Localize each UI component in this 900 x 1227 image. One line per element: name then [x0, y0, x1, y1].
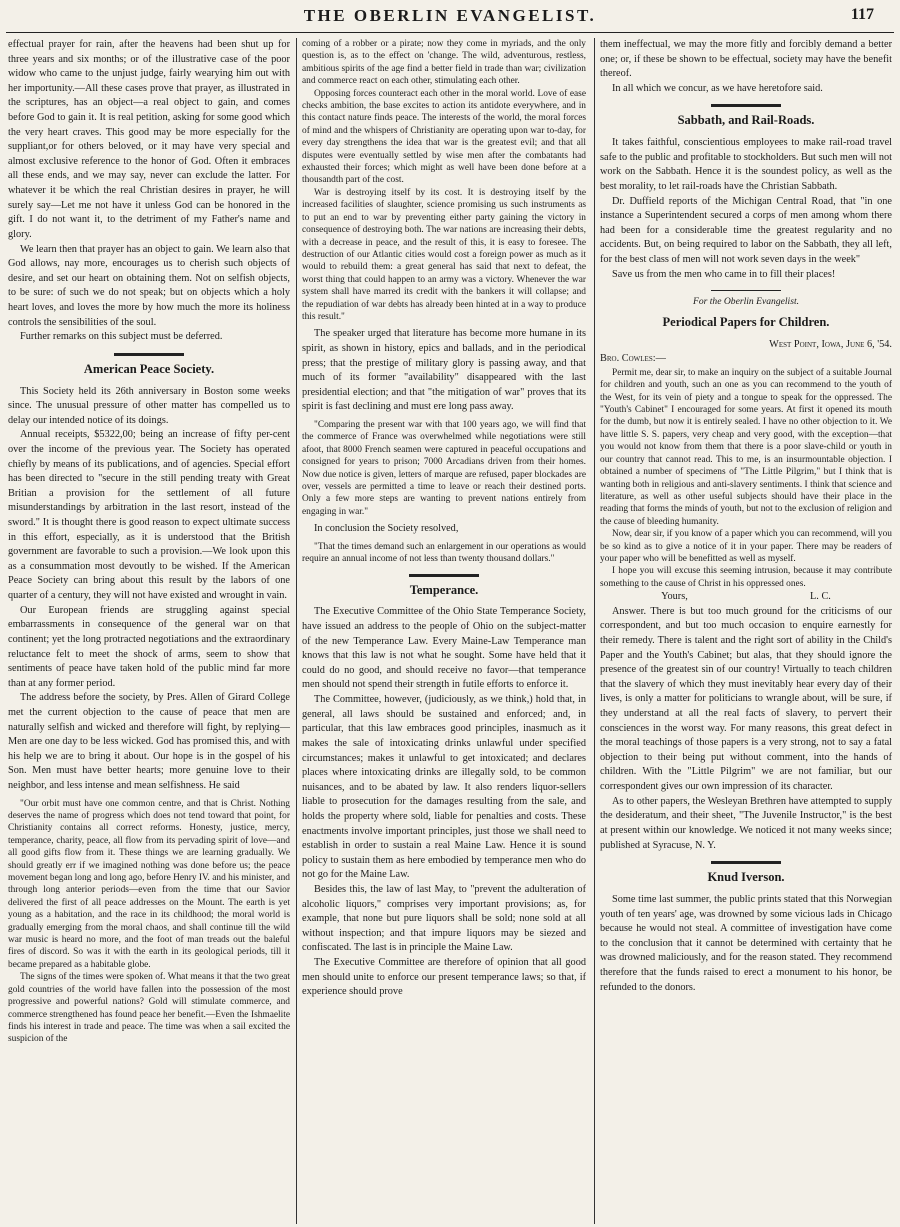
column-2: [302, 38, 586, 1224]
paragraph: effectual prayer for rain, after the heavens had been shut up for three years and six months; or of the illustrative case of the poor widow who came to the unjust judge, fairly wearying him out with her importunity.—All these cases prove that prayer, as illustrated in the scriptures, has an object—a real object to gain, and comes before God to gain it. It is real petition, asking for some good which the very heart craves. This good may be more especially for the suppliant,or for others beloved, or it may have very special and almost exclusive reference to the honor of God. Often it embraces all these ends, and we may say, never can exclude the latter. For whatever it be which the real Christian desires in prayer, he will surely say—Let me not have it unless God can be honored in the gift. I do not want it, to the detriment of my Father's name and glory.: [8, 39, 290, 240]
letter-salutation: Bro. Cowles:—: [600, 353, 666, 365]
paragraph: In conclusion the Society resolved,: [314, 523, 459, 535]
letter-source: For the Oberlin Evangelist.: [692, 296, 800, 308]
paragraph: The Executive Committee of the Ohio State Temperance Society, have issued an address to the people of Ohio on the subject-matter of the new Temperance Law. Every Maine-Law Temperance man knows that this law is not what he sought. Some have held that it could do no good, and should receive no favor—that temperance men should not spend their strength in futile efforts to enforce it.: [302, 606, 586, 691]
letter-paragraph: Permit me, dear sir, to make an inquiry on the subject of a suitable Journal for children and youth, such an one as you can recommend to the youth of the West, for its vein of piety and a tongue to speak for the oppressed. The "Youth's Cabinet" I encouraged for some years. At first it opened its mouth for the dumb, but now it is entirely sealed. I have no other objection to it. We have little S. S. papers, very cheap and very good, with the exception—that you would not know from them that there is a poor slave-child or youth in our country that cannot read. This to me, is an insurmountable objection. I obtained a number of specimens of "The Little Pilgrim," but I think that is wanting both in religious and anti-slavery sentiments. I think that science and literature, as well as other useful subjects should have their place in the reading that forms the minds of youth, but not to the exclusion of religion and the cause of bleeding humanity.: [600, 367, 892, 527]
column-3: [600, 38, 892, 1224]
letter-signature: [600, 590, 892, 605]
letter-paragraph: Now, dear sir, if you know of a paper which you can recommend, will you be so kind as to give a notice of it in your paper. There may be readers of your paper who will be benefitted as well as myself.: [600, 529, 892, 564]
paragraph: them ineffectual, we may the more fitly and forcibly demand a better one; or, if these be shown to be effectual, society may have the benefit thereof.: [600, 39, 892, 80]
section-rule: [409, 574, 479, 577]
paragraph: Besides this, the law of last May, to "prevent the adulteration of alcoholic liquors," comprises very important provisions; as, for example, that none but pure liquors shall be sold; none sold at all without inspection; and that impure liquors may be siezed and confiscated. The last is in principle the Maine Law.: [302, 884, 586, 954]
heading-american-peace-society: American Peace Society.: [83, 361, 215, 376]
paragraph: The Committee, however, (judiciously, as we think,) hold that, in general, all laws should be sustained and enforced; and, in particular, that this law embraces good principles, inasmuch as it makes the sale of intoxicating drinks unlawful under specified circumstances; makes it unlawful to get intoxicated; and declares places where intoxicating drinks are illegally sold, to be common nuisances, and to be abated by law. It also renders liquor-sellers liable to prosecution for the damages resulting from the sale, and holds the property where sold, liable for penalties and costs. These enactments involve important principles, just those we shall need to establish in order to sustain a real Maine Law. Hence it is sound policy to sustain them as here embodied by temperance men who do not go for the Maine Law.: [302, 694, 586, 881]
paragraph: It takes faithful, conscientious employees to make rail-road travel safe to the public and profitable to stockholders. But such men will not work on the Sabbath. Hence it is the soundest policy, as well as the best morality, to let rail-roads have the Christian Sabbath.: [600, 137, 892, 193]
letter-sign-initials: L. C.: [810, 591, 831, 603]
quoted-paragraph: coming of a robber or a pirate; now they come in myriads, and the only question is, as to the effect on 'change. The wild, adventurous, restless, ambitious spirits of the age find a better field in trade than war; civilization and commerce react on each other, stimulating each other.: [302, 39, 586, 87]
quoted-paragraph: War is destroying itself by its cost. It is destroying itself by the increased facilities of slaughter, science promising us such instruments as to put an end to war by preventing either party gaining the victory in consequence of destroying both. The war nations are increasing their debts, with a decrease in peace, and the result of this, it is easy to foresee. The destruction of our Atlantic cities would cost a foreign power as much as it would to rebuild them: a great general has said that next to defeat, the worst thing that could happen to an army was a victory. Whenever the war system shall have marred its credit with the bankers it will collapse; and the repudiation of war debts has already been hinted at in a way to produce this result.": [302, 187, 586, 322]
paragraph: This Society held its 26th anniversary in Boston some weeks since. The unusual pressure of other matter has compelled us to delay our intended notice of its doings.: [8, 385, 290, 426]
paragraph: Dr. Duffield reports of the Michigan Central Road, that "in one instance a Superintendent secured a corps of men among whom there had been for a considerable time the greatest regularity and no accidents. But, on being required to labor on the Sabbath, they all left, for the best class of men will not work seven days in the week": [600, 195, 892, 266]
column-1: [8, 38, 290, 1224]
letter-sign-yours: Yours,: [661, 591, 688, 603]
answer-paragraph: Answer. There is but too much ground for the criticisms of our correspondent, and but too much occasion to enquire earnestly for their remedy. There is talent and the right sort of ability in the Child's Paper and the Youth's Cabinet; but alas, that they should ignore the presence of the greatest sin of our country! Virtually to teach children that the slavery of which they must inevitably hear every day of their lives, is only a matter for politicians to wrangle about, will be sure, if they understand at all the real facts of slavery, to pervert their consciences in the worst way. For many reasons, this great defect in the moral teachings of those papers is a very strong, not to say a fatal objection to their being put without comment, into the hands of children. With the "Little Pilgrim" we are not familiar, but our correspondent gives our own impression of its character.: [600, 605, 892, 793]
heading-sabbath-rail-roads: Sabbath, and Rail-Roads.: [677, 113, 815, 128]
paragraph: The speaker urged that literature has become more humane in its spirit, as shown in history, epics and ballads, and in the periodical press; that the prestige of military glory is passing away, and that much of its former "availability" disappeared with the last presidential election; and that "the mitigation of war" proves that its spirit is fast declining and must ere long pass away.: [302, 328, 586, 413]
paragraph: Some time last summer, the public prints stated that this Norwegian youth of ten years' age, was drowned by some vicious lads in Chicago because he would not steal. A committee of investigation have come to the conclusion that it cannot be determined with certainty that he was drowned maliciously, and for the reason stated. They recommend therefore that the funds raised to erect a monument to his honor, be refunded to the donors.: [600, 893, 892, 993]
page-number: 117: [850, 6, 874, 23]
heading-knud-iverson: Knud Iverson.: [707, 870, 785, 885]
heading-temperance: Temperance.: [409, 582, 479, 597]
newspaper-title: THE OBERLIN EVANGELIST.: [303, 6, 597, 25]
section-rule: [114, 353, 184, 356]
quoted-paragraph: The signs of the times were spoken of. What means it that the two great gold countries of the world have fallen into the possession of the most progressive and powerful nations? Gold will stimulate commerce, and commerce strengthened has found peace her benefit.—Even the Ishmaelite finds his interest in trade and peace. The time was when a sail excited the suspicion of the: [8, 972, 290, 1045]
resolution: "That the times demand such an enlargement in our operations as would require an annual income of not less than twenty thousand dollars.": [302, 541, 586, 565]
paragraph: Further remarks on this subject must be deferred.: [20, 331, 223, 343]
answer-paragraph: As to other papers, the Wesleyan Brethren have attempted to supply the desideratum, and their sheet, "The Juvenile Instructor," is the best at present within our knowledge. We noticed it not many weeks since; published at Syracuse, N. Y.: [600, 795, 892, 851]
section-rule: [711, 104, 781, 107]
paragraph: Our European friends are struggling against special embarrassments in consequence of the general war on that continent; yet the long protracted negotiations and the extraordinary reluctance felt to meet the shock of arms, seem to show that sentiments of peace have taken hold of the public mind far more than at any former period.: [8, 604, 290, 689]
quoted-paragraph: "Comparing the present war with that 100 years ago, we will find that the commerce of France was overwhelmed while negotiations were still afoot, that 8000 French seamen were captured in peaceful occupations and consigned for years to prison; 7000 Arcadians driven from their homes. Now due notice is given, letters of marque are refused, paper blockades are over, vessels are permitted a time to leave or reach their destined ports. Only a few more steps are wanting to prevent nations entirely from engaging in war.": [302, 420, 586, 517]
paragraph: Annual receipts, $5322,00; being an increase of fifty per-cent over the income of the previous year. The Society has operated chiefly by means of its publications, and of agencies. Special effort has been directed to "secure in the still pending treaty with Great Britian a provision for the settlement of all future misunderstandings by arbitration in the last resort, instead of the sword." It is thought there is good reason to expect ultimate success in this effort, especially, as it is understood that the British government are favorable to such a provision.—We look upon this as a consummation most devoutly to be wished. If the American Peace Society can bring about this result by the labors of one quarter of a century, they will not have existed and wrought in vain.: [8, 429, 290, 602]
column-divider: [296, 38, 297, 1224]
quoted-paragraph: Opposing forces counteract each other in the moral world. Love of ease checks ambition, the base excites to action its antidote everywhere, and in this contact nature finds peace. The interests of the world, the moral forces of mind and the whispers of Christianity are operating upon war to-day, for every day strengthens the idea that war is the greatest evil; and that all disputes were eventually settled by wise men after the combatants had exhausted their forces; which might as well have been done before at a thousandth part of the cost.: [302, 88, 586, 186]
letter-dateline: West Point, Iowa, June 6, '54.: [769, 338, 892, 350]
section-rule: [711, 861, 781, 864]
quoted-paragraph: "Our orbit must have one common centre, and that is Christ. Nothing deserves the name of progress which does not tend toward that point, for Christianity contains all correct reforms. Honesty, justice, mercy, temperance, charity, peace, all flow from its pervading spirit of love—and all good gifts flow from it. These things we are learning gradually. We should greatly err if we imagined nothing was done before us; the peace movement began long and long ago, before Henry IV. and his minister, and through long anterior periods—even from the time that our Savior delivered the first of all peace addresses on the Mount. The earth is yet young as a habitation, and the race in its childhood; the moral world is gradually emerging from the moral chaos, and shall continue till the wild war music is heard no more, and the foot of man treads out the baleful fires of discord. So was it with the earth in its geological periods, till it became prepared as a habitable globe.: [8, 798, 290, 970]
paragraph: In all which we concur, as we have heretofore said.: [612, 82, 823, 94]
column-divider: [594, 38, 595, 1224]
paragraph: We learn then that prayer has an object to gain. We learn also that God allows, nay more, encourages us to cherish such objects of desire, and set our heart on obtaining them. Not on selfish objects, to be sure: of such we do not speak; but on objects which a holy heart loves, and loves the more by how much the more its holiness controls the sensibilities of the soul.: [8, 243, 290, 328]
masthead-rule: [6, 32, 894, 33]
paragraph: The address before the society, by Pres. Allen of Girard College met the current objection to the cause of peace that men are naturally selfish and wicked and therefore will fight, by replying—Men are one day to be less wicked. God has promised this, and with his help we are to bring it about. Our hope is in the gospel of his Son. Men must have better hearts; more genuine love to their neighbor, and less intense and mean selfishness. He said: [8, 692, 290, 791]
section-rule: [711, 290, 781, 291]
paragraph: Save us from the men who came in to fill their places!: [612, 268, 836, 280]
letter-paragraph: I hope you will excuse this seeming intrusion, because it may contribute something to the cause of Christ in his oppressed ones.: [600, 566, 892, 589]
masthead: [0, 0, 900, 34]
heading-periodical-papers: Periodical Papers for Children.: [662, 314, 830, 329]
paragraph: The Executive Committee are therefore of opinion that all good men should unite to enforce our present temperance laws; so that, if experience should prove: [302, 957, 586, 998]
